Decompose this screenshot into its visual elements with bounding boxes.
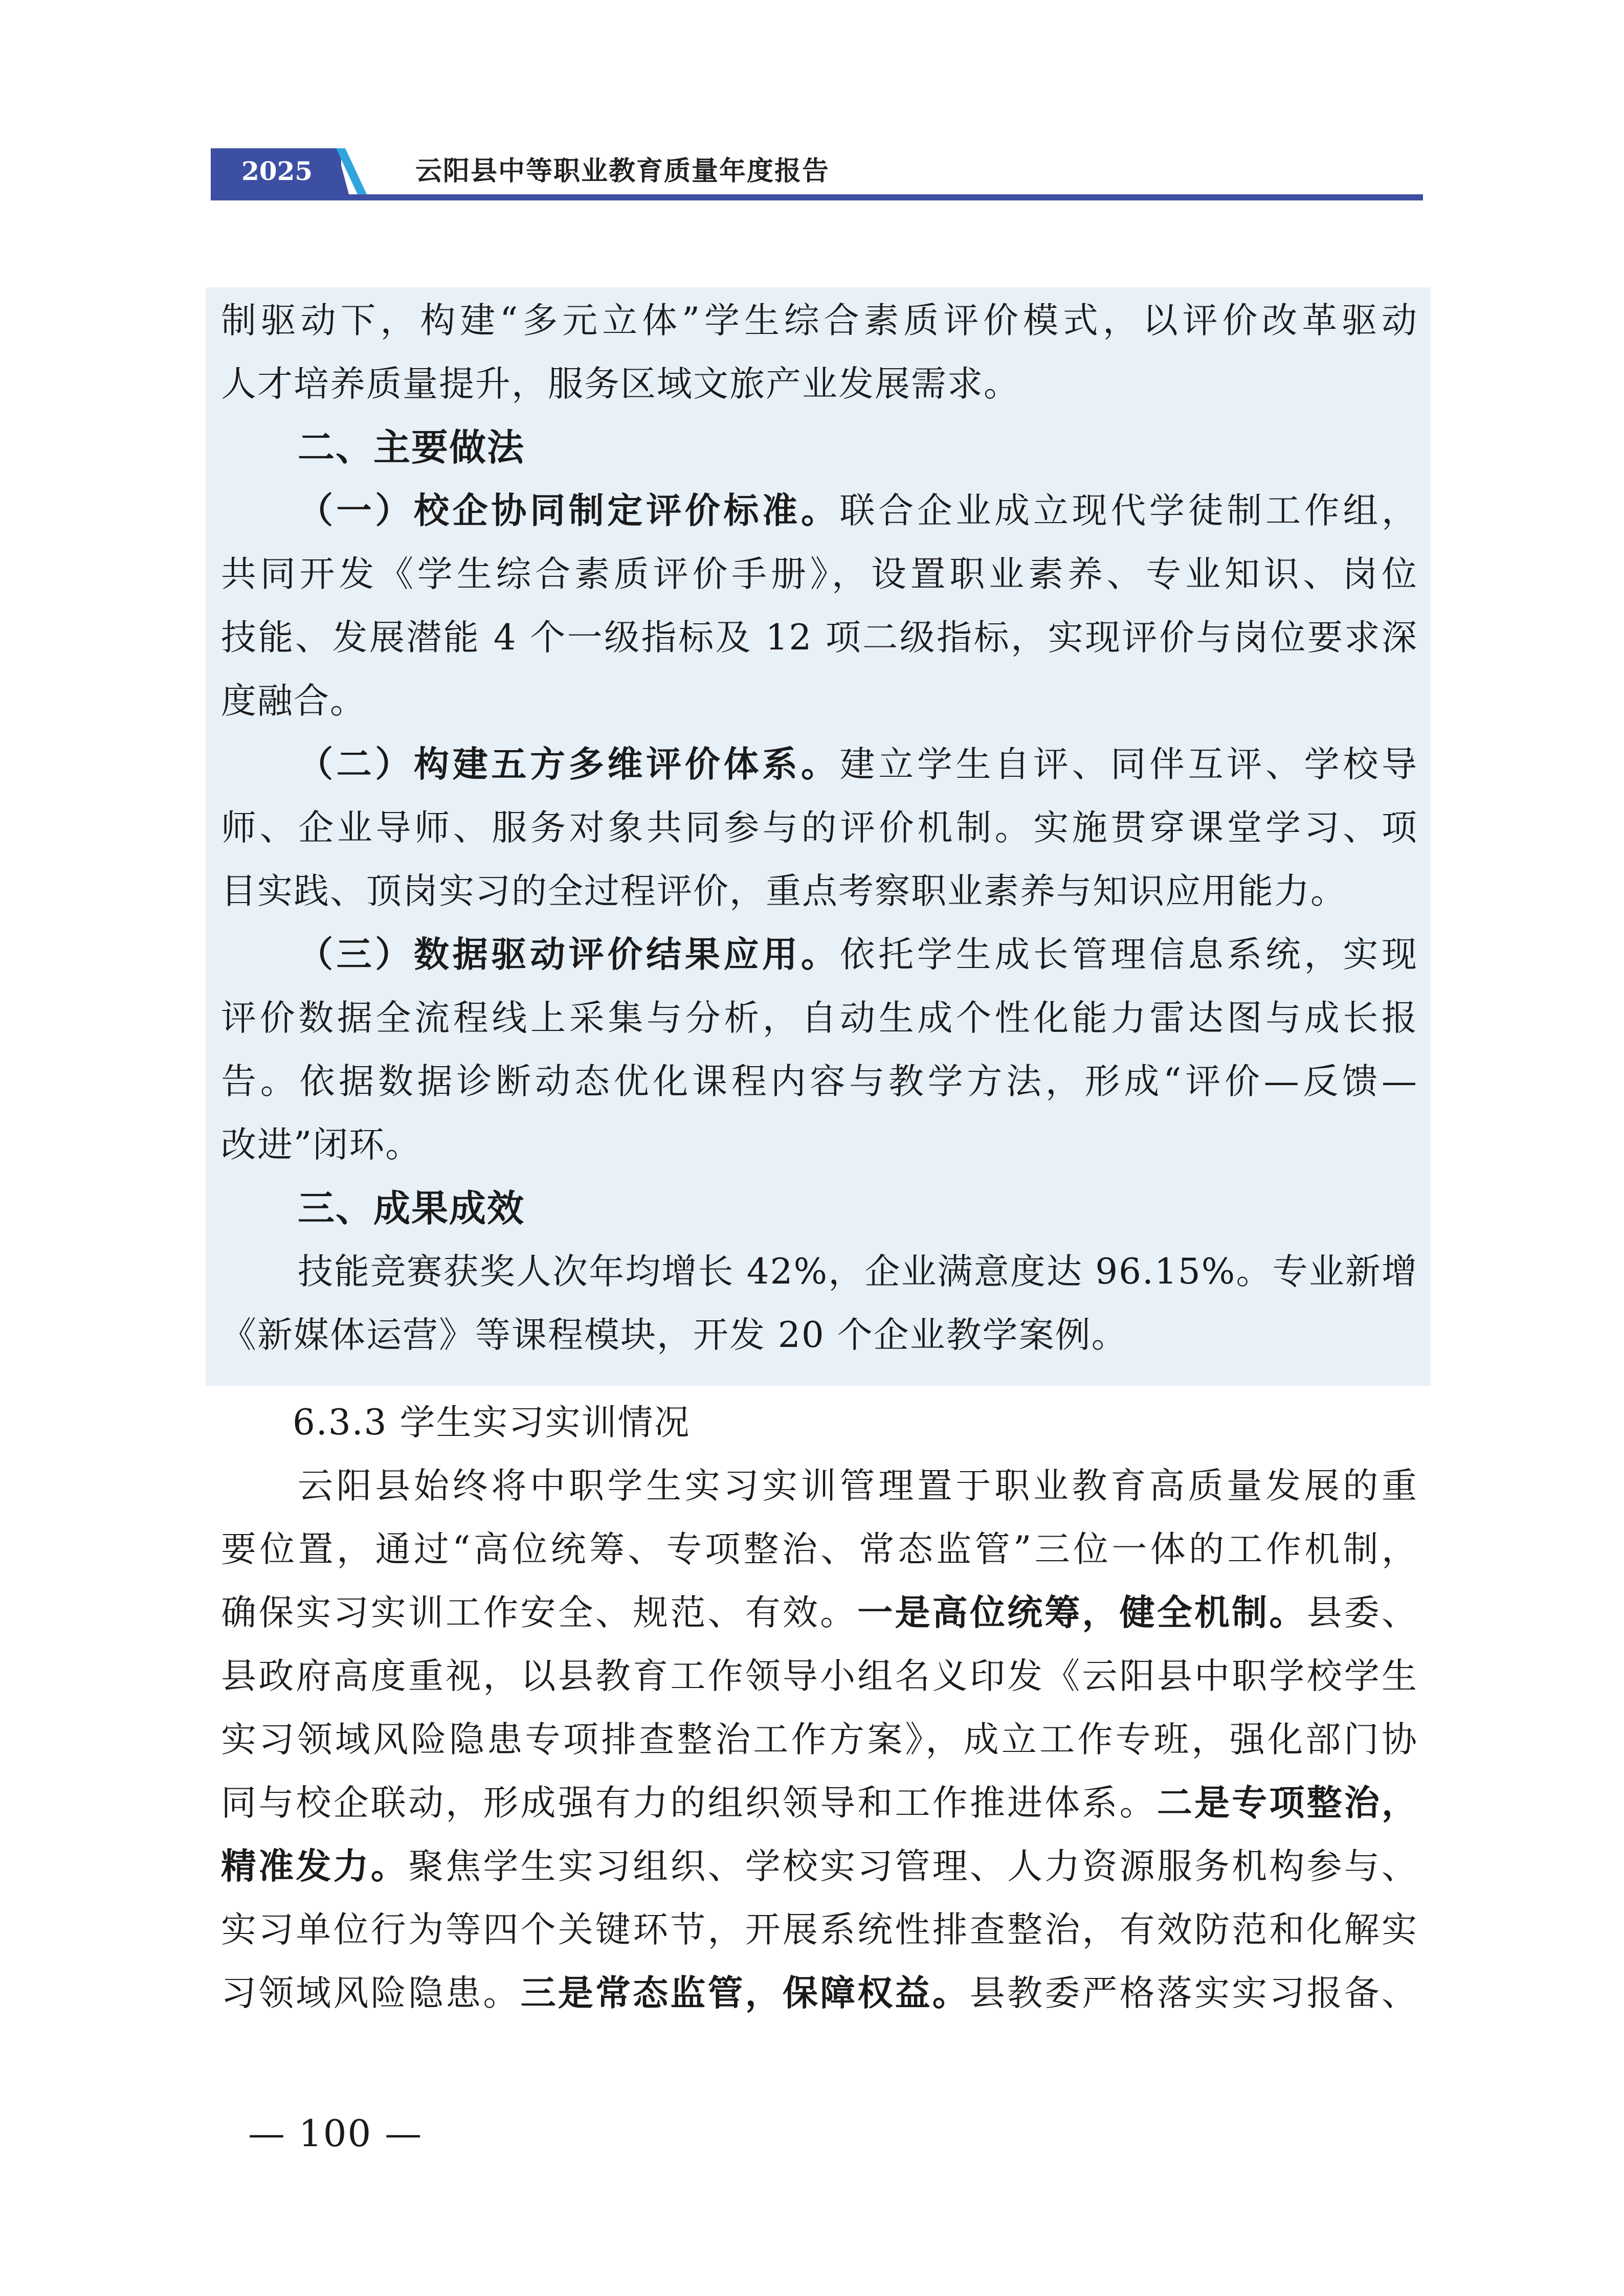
body-line: 确保实习实训工作安全、规范、有效。一是高位统筹，健全机制。县委、	[221, 1592, 1418, 1633]
section-6-3-3	[221, 1391, 1418, 2025]
heading-practices: 二、主要做法	[298, 426, 525, 469]
practice-1-text: 联合企业成立现代学徒制工作组，	[839, 490, 1418, 531]
practice-1-line: 度融合。	[221, 681, 366, 722]
body-line: 实习单位行为等四个关键环节，开展系统性排查整治，有效防范和化解实	[221, 1909, 1418, 1950]
year-badge: 2025	[211, 148, 341, 194]
results-line: 《新媒体运营》等课程模块，开发 20 个企业教学案例。	[221, 1315, 1128, 1356]
practice-2-title: （二）构建五方多维评价体系。	[298, 744, 840, 785]
practice-1-title: （一）校企协同制定评价标准。	[298, 490, 840, 531]
practice-1-line	[221, 479, 1418, 543]
emphasis-3: 三是常态监管，保障权益。	[520, 1973, 970, 2014]
practice-1-line: 技能、发展潜能 4 个一级指标及 12 项二级指标，实现评价与岗位要求深	[221, 617, 1418, 658]
practice-2-line: 目实践、顶岗实习的全过程评价，重点考察职业素养与知识应用能力。	[221, 871, 1347, 912]
case-study-text	[221, 289, 1418, 1367]
practice-3-line	[221, 923, 1418, 986]
intro-line: 人才培养质量提升，服务区域文旅产业发展需求。	[221, 364, 1020, 404]
emphasis-2-cont: 精准发力。	[221, 1846, 408, 1887]
practice-2-line	[221, 733, 1418, 796]
body-line: 习领域风险隐患。三是常态监管，保障权益。县教委严格落实实习报备、	[221, 1973, 1418, 2014]
body-line: 要位置，通过“高位统筹、专项整治、常态监管”三位一体的工作机制，	[221, 1529, 1418, 1570]
practice-2-text: 建立学生自评、同伴互评、学校导	[839, 744, 1418, 785]
practice-2-line: 师、企业导师、服务对象共同参与的评价机制。实施贯穿课堂学习、项	[221, 807, 1418, 848]
practice-1-line: 共同开发《学生综合素质评价手册》，设置职业素养、专业知识、岗位	[221, 554, 1418, 595]
practice-3-line: 改进”闭环。	[221, 1124, 422, 1165]
page-header	[211, 148, 1423, 199]
body-line: 精准发力。聚焦学生实习组织、学校实习管理、人力资源服务机构参与、	[221, 1846, 1418, 1887]
intro-line: 制驱动下，构建“多元立体”学生综合素质评价模式，以评价改革驱动	[221, 300, 1418, 341]
report-title: 云阳县中等职业教育质量年度报告	[415, 155, 830, 187]
emphasis-2: 二是专项整治，	[1156, 1783, 1418, 1824]
emphasis-1: 一是高位统筹，健全机制。	[857, 1592, 1307, 1633]
body-line: 实习领域风险隐患专项排查整治工作方案》，成立工作专班，强化部门协	[221, 1719, 1418, 1760]
heading-results: 三、成果成效	[298, 1187, 525, 1230]
header-rule	[211, 194, 1423, 200]
body-line: 县政府高度重视，以县教育工作领导小组名义印发《云阳县中职学校学生	[221, 1656, 1418, 1697]
practice-3-line: 评价数据全流程线上采集与分析，自动生成个性化能力雷达图与成长报	[221, 998, 1418, 1039]
page-number: — 100 —	[248, 2112, 423, 2155]
practice-3-title: （三）数据驱动评价结果应用。	[298, 934, 840, 975]
practice-3-text: 依托学生成长管理信息系统，实现	[839, 934, 1418, 975]
body-line: 云阳县始终将中职学生实习实训管理置于职业教育高质量发展的重	[298, 1466, 1418, 1506]
results-line: 技能竞赛获奖人次年均增长 42%，企业满意度达 96.15%。专业新增	[298, 1251, 1418, 1292]
practice-3-line: 告。依据数据诊断动态优化课程内容与教学方法，形成“评价—反馈—	[221, 1061, 1418, 1102]
section-title: 6.3.3 学生实习实训情况	[293, 1402, 691, 1443]
body-line: 同与校企联动，形成强有力的组织领导和工作推进体系。二是专项整治，	[221, 1783, 1418, 1824]
